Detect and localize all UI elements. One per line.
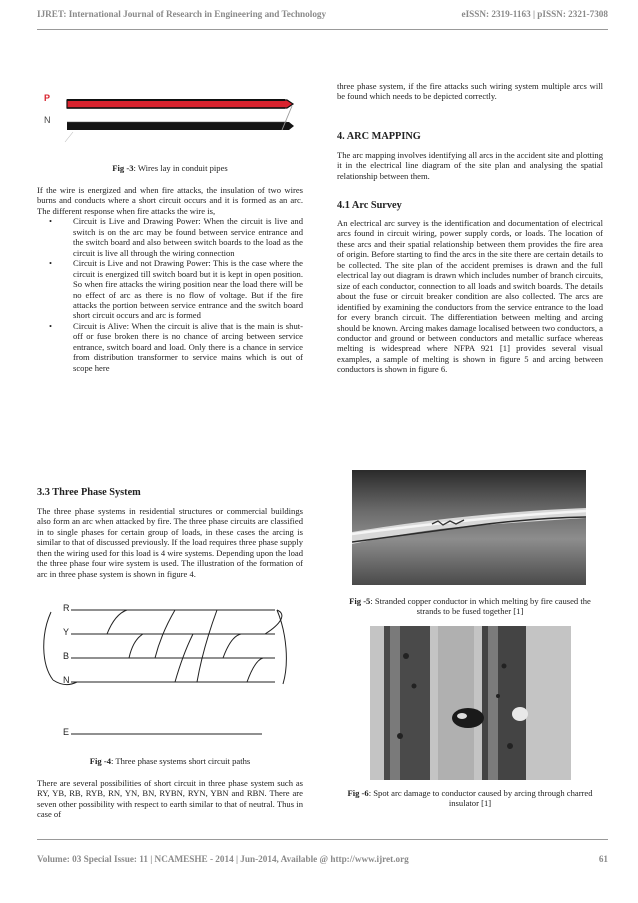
section-4-heading: 4. ARC MAPPING [337,131,421,142]
wire-label-p: P [44,93,51,103]
fig3-caption [37,163,303,173]
journal-title: IJRET: International Journal of Research in Engineering and Technology [37,9,327,19]
page-header [37,9,608,25]
phase-label-n: N [63,675,70,685]
wire-label-n: N [44,115,51,125]
fig5-caption [337,596,603,617]
footer-rule [37,839,608,840]
phase-label-e: E [63,727,70,737]
section-4-paragraph: The arc mapping involves identifying all arcs in the accident site and plotting it in the electrical line diagram of the site plan and analysing the spatial relationship between them. [337,150,603,181]
intro-paragraph: If the wire is energized and when fire attacks, the insulation of two wires burns and conducts where a short circuit occurs and it is formed as an arc. The different response when fire attacks the wire is, [37,185,303,216]
fig5-caption-label: Fig -5 [349,596,371,606]
volume-info: Volume: 03 Special Issue: 11 | NCAMESHE - 2014 | Jun-2014, Available @ http://www.ijret.org [37,854,409,864]
section-4-1-body [337,218,603,375]
fig4-caption-text: : Three phase systems short circuit paths [111,756,251,766]
fig6-caption [337,788,603,809]
fig5-caption-text: : Stranded copper conductor in which melting by fire caused the strands to be fused together [1] [370,596,591,617]
fig3-caption-label: Fig -3 [112,163,134,173]
list-item-text: Circuit is Live and Drawing Power: When the circuit is live and switch is on the arc may be found between service entrance and the switch board and also between switch boards to the load as the circuit is live all through the wiring connection [73,216,303,258]
issn: eISSN: 2319-1163 | pISSN: 2321-7308 [461,9,608,19]
page-number: 61 [598,854,608,864]
fig4-diagram [37,604,303,744]
fig6-photo [370,626,571,780]
list-item [37,258,303,321]
left-body [37,185,303,373]
closing-paragraph: There are several possibilities of short circuit in three phase system such as RY, YB, RB, RYB, RN, YN, BN, RYBN, RYN, YBN and RBN. There are seven other possibility with respect to earth similar to that of neutral. Thus in case of [37,778,303,820]
bullet-glyph: • [49,320,53,331]
continuation-paragraph: three phase system, if the fire attacks such wiring system multiple arcs will be found which needs to be depicted correctly. [337,81,603,102]
page-footer [37,854,608,864]
bullet-glyph: • [49,216,53,227]
phase-label-r: R [63,603,70,613]
fig6-caption-text: : Spot arc damage to conductor caused by arcing through charred insulator [1] [368,788,593,809]
section-4-1-paragraph: An electrical arc survey is the identification and documentation of electrical arcs found in circuit wiring, power supply cords, or loads. The location of these arcs and their spatial relationship between them provides the fire area of origin. Before starting to find the arcs in the site there are certain details to be collected. The site plan of the accident premises is drawn and the full electrical lay out diagram is drawn which includes number of branch circuits, size of each conductor, connection to all loads and switch boards. The details about the fuse or circuit breaker condition are also collected. The arcs are identified by examining the conductors from the service entrance to the load for every branch circuit. The differentiation between melting and arcing should be known. Arcing makes damage localised between two conductors, a conductor and ground or between conductors and metallic surface whereas melting is widespread where NFPA 921 [1] provides several visual examples, a sample of melting is shown in figure 5 and arcing between conductors is shown in figure 6. [337,218,603,375]
fig3-image [37,84,303,158]
header-rule [37,29,608,30]
section-4-1-heading: 4.1 Arc Survey [337,200,402,211]
section-3-3-body [37,506,303,579]
list-item-text: Circuit is Live and not Drawing Power: This is the case where the circuit is energized till switch board but it is kept in open position. So when fire attacks the wiring position near the load there will be no effect of arc as there is no flow of voltage. But if the fire attacks the portion between service entrance and the switch board short circuit occurs and arc is formed [73,258,303,321]
section-3-3-heading: 3.3 Three Phase System [37,487,141,498]
phase-label-y: Y [63,627,70,637]
section-4-body [337,150,603,181]
left-closing [37,778,303,820]
bullet-glyph: • [49,258,53,269]
fig4-caption [37,756,303,766]
section-3-3-paragraph: The three phase systems in residential structures or commercial buildings also form an arc when attacked by fire. The three phase circuits are classified in to single phases for certain group of loads, in these cases the arcing is similar to that of discussed previously. If the load requires three phase supply then the wiring used for this load is 4 wire systems. Depending upon the load the three phase four wire system is used. The illustration of the formation of arc in three phase system is shown in figure 4. [37,506,303,579]
list-item [37,321,303,373]
fig4-caption-label: Fig -4 [89,756,111,766]
fig6-caption-label: Fig -6 [347,788,369,798]
fig5-photo [352,470,586,585]
right-continuation [337,81,603,102]
list-item [37,216,303,258]
response-list [37,216,303,373]
list-item-text: Circuit is Alive: When the circuit is alive that is the main is shut-off or fuse broken there is no chance of arcing between service entrance, switch board and load. Only there is a chance in service from distribution transformer to service mains which is out of scope here [73,320,303,373]
phase-label-b: B [63,651,70,661]
fig3-caption-text: : Wires lay in conduit pipes [133,163,228,173]
